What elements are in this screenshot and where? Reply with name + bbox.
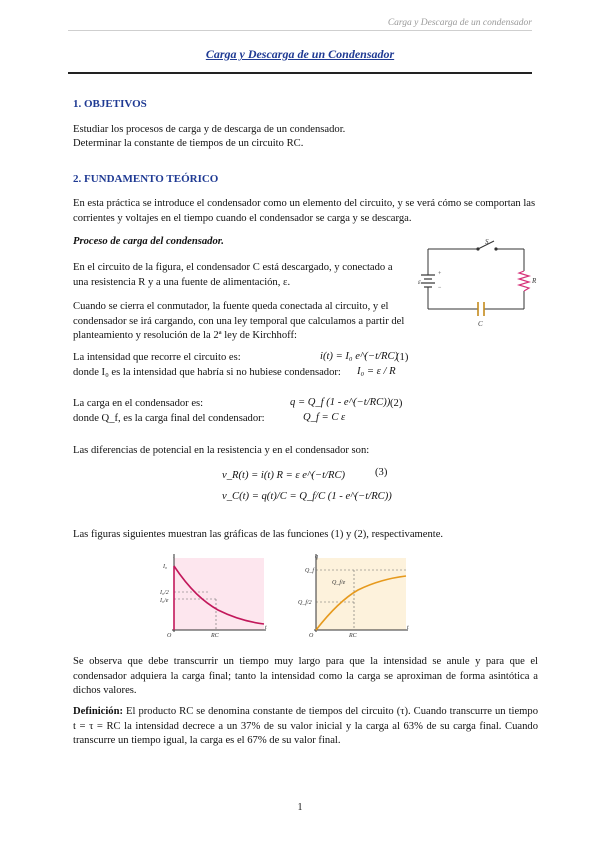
graph-current-background (174, 558, 264, 630)
fundamento-intro: En esta práctica se introduce el condensador como un elemento del circuito, y se verá cómo se comportan las corrientes y voltajes en el tiempo cuando el condensador se carga y se descarga. (73, 198, 536, 224)
definition-label: Definición: (73, 706, 124, 717)
objetivo-1: Estudiar los procesos de carga y de descarga de un condensador. (73, 124, 346, 135)
page-number: 1 (297, 802, 303, 813)
equation-I0: I₀ = ε / R (357, 366, 396, 377)
graph-current-tick-e: I₀/e (160, 598, 169, 604)
subheading-carga: Proceso de carga del condensador. (73, 236, 224, 247)
graph-charge (292, 552, 412, 642)
equation-2-number: (2) (390, 398, 403, 409)
label-resistor: R (532, 277, 537, 285)
diferencias-potencial-text: Las diferencias de potencial en la resistencia y en el condensador son: (73, 445, 370, 456)
Qf-definition: donde Q_f, es la carga final del condensador: (73, 413, 265, 424)
heading-objetivos: 1. OBJETIVOS (73, 98, 147, 110)
equation-3-number: (3) (375, 467, 388, 478)
label-source: ε (418, 278, 421, 286)
graph-charge-background (316, 558, 406, 630)
capacitor-symbol (478, 302, 484, 316)
equation-intensidad (320, 351, 398, 362)
equation-carga: q = Q_f (1 - e^(−t/RC)) (290, 397, 391, 408)
graph-charge-x-label: t (407, 625, 409, 631)
graph-charge-origin: O (309, 633, 314, 639)
header-divider (68, 30, 532, 31)
graph-current-tick-RC: RC (211, 633, 219, 639)
graph-current-tick-half: I₀/2 (160, 590, 169, 596)
equation-intensidad-text: i(t) = I₀ e^(−t/RC) (320, 351, 399, 362)
graph-current-origin: O (167, 633, 172, 639)
battery-symbol (421, 275, 435, 287)
graph-charge-y-label: q (315, 554, 318, 560)
carga-label: La carga en el condensador es: (73, 398, 204, 409)
graph-current-tick-I0: I₀ (163, 564, 168, 570)
graph-charge-tick-e: Q_f/e (332, 580, 346, 586)
equation-vR: v_R(t) = i(t) R = ε e^(−t/RC) (222, 470, 346, 481)
observation-paragraph: Se observa que debe transcurrir un tiempo muy largo para que la intensidad se anule y para que el condensador adquiera la carga final; tanto la intensidad como la carga se aproximan de forma asintótica a dichos valores. (73, 656, 538, 696)
graph-charge-tick-half: Q_f/2 (298, 600, 312, 606)
document-title: Carga y Descarga de un Condensador (205, 47, 395, 61)
resistor-symbol (519, 271, 529, 291)
paragraph-conmutador: Cuando se cierra el conmutador, la fuente queda conectada al circuito, y el condensador se irá cargando, con una ley temporal que calculamos a partir del planteamiento y resolución de la 2ª ley de Kirchhoff: (73, 301, 405, 341)
svg-text:−: − (438, 285, 442, 291)
graph-current (150, 552, 270, 642)
switch-contact (494, 247, 497, 250)
graph-charge-tick-Qf: Q_f (305, 568, 314, 574)
graph-current-y-label: i (173, 554, 175, 560)
definition-paragraph (73, 705, 538, 749)
graph-current-x-label: t (265, 625, 267, 631)
graph-charge-tick-RC: RC (349, 633, 357, 639)
switch-pivot (476, 247, 479, 250)
svg-text:+: + (438, 271, 442, 277)
figures-caption: Las figuras siguientes muestran las gráficas de las funciones (1) y (2), respectivamente. (73, 529, 444, 540)
rc-circuit-diagram (418, 235, 542, 331)
equation-1-number: (1) (396, 352, 409, 363)
paragraph-circuito: En el circuito de la figura, el condensador C está descargado, y conectado a una resistencia R y a una fuente de alimentación, ε. (73, 262, 393, 288)
equation-Qf: Q_f = C ε (303, 412, 346, 423)
label-capacitor: C (478, 320, 483, 328)
title-rule (68, 72, 532, 74)
label-switch: S (485, 238, 489, 246)
objetivo-2: Determinar la constante de tiempos de un circuito RC. (73, 138, 304, 149)
heading-fundamento: 2. FUNDAMENTO TEÓRICO (73, 173, 219, 185)
definition-text: El producto RC se denomina constante de tiempos del circuito (τ). Cuando transcurre un tiempo t = τ = RC la intensidad decrece a un 37% de su valor inicial y la carga al 63% de su carga final. Cuando transcurre un tiempo igual, la carga es el 67% de su valor final. (73, 706, 539, 746)
intensidad-label: La intensidad que recorre el circuito es: (73, 352, 241, 363)
I0-definition: donde I₀ es la intensidad que habría si no hubiese condensador: (73, 367, 341, 378)
equation-vC: v_C(t) = q(t)/C = Q_f/C (1 - e^(−t/RC)) (222, 491, 392, 502)
running-header: Carga y Descarga de un condensador (387, 18, 532, 28)
